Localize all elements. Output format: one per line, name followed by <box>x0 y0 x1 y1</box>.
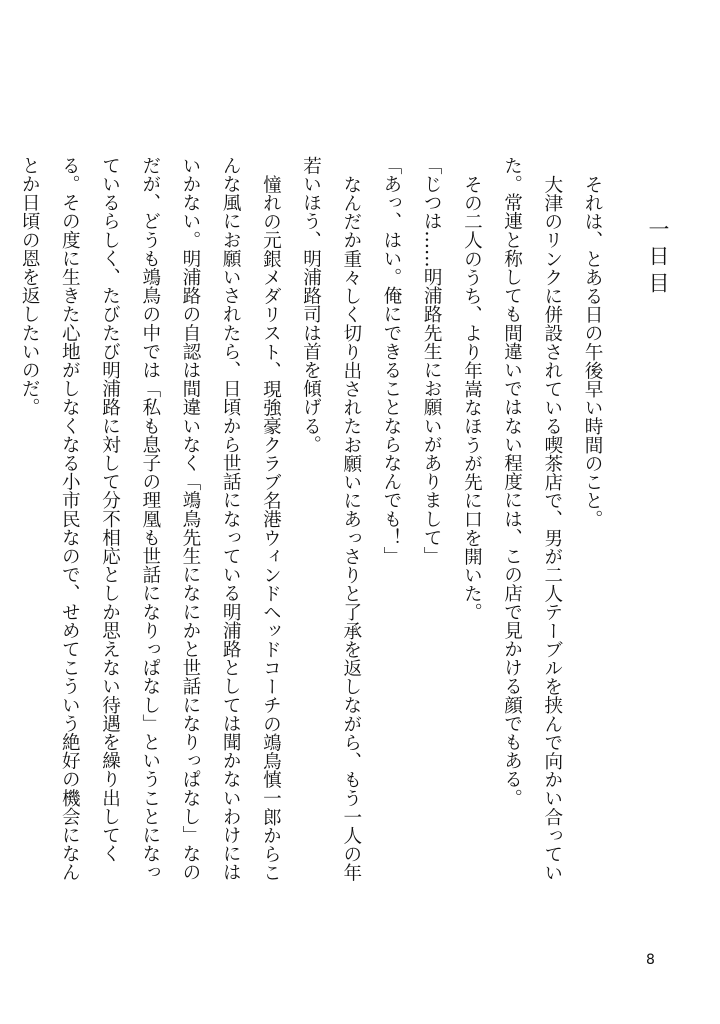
paragraph-1: それは、とある日の午後早い時間のこと。 <box>582 174 603 528</box>
paragraph-6 <box>0 156 9 888</box>
dialogue-1: 「じつは……明浦路先生にお願いがありまして」 <box>421 156 443 566</box>
body-text <box>0 156 612 888</box>
paragraph-2: 大津のリンクに併設されている喫茶店で、男が二人テーブルを挟んで向かい合っていた。常連と称しても間違いではない程度には、この店で見かける顔でもある。 <box>501 156 563 882</box>
page-number: 8 <box>646 952 655 968</box>
paragraph-5: 憧れの元銀メダリスト、現強豪クラブ名港ウィンドヘッドコーチの鴗鳥慎一郎からこんな風にお願いされたら、日頃から世話になっている明浦路としては聞かないわけにはいかない。明浦路の自認は間違いなく「鴗鳥先生になにかと世話になりっぱなし」なのだが、どうも鴗鳥の中では「私も息子の理凰も世話になりっぱなし」ということになっているらしく、たびたび明浦路に対して分不相応としか思えない待遇を繰り出してくる。その度に生きた心地がしなくなる小市民なので、せめてこういう絶好の機会になんとか日頃の恩を返したいのだ。 <box>19 156 282 882</box>
chapter-title: 一日目 <box>646 218 670 299</box>
paragraph-3: その二人のうち、より年嵩なほうが先に口を開いた。 <box>461 174 483 621</box>
dialogue-2: 「あっ、はい。俺にできることならなんでも！」 <box>380 156 402 566</box>
paragraph-4: なんだか重々しく切り出されたお願いにあっさりと了承を返しながら、もう一人の年若いほう、明浦路司は首を傾げる。 <box>300 156 362 882</box>
